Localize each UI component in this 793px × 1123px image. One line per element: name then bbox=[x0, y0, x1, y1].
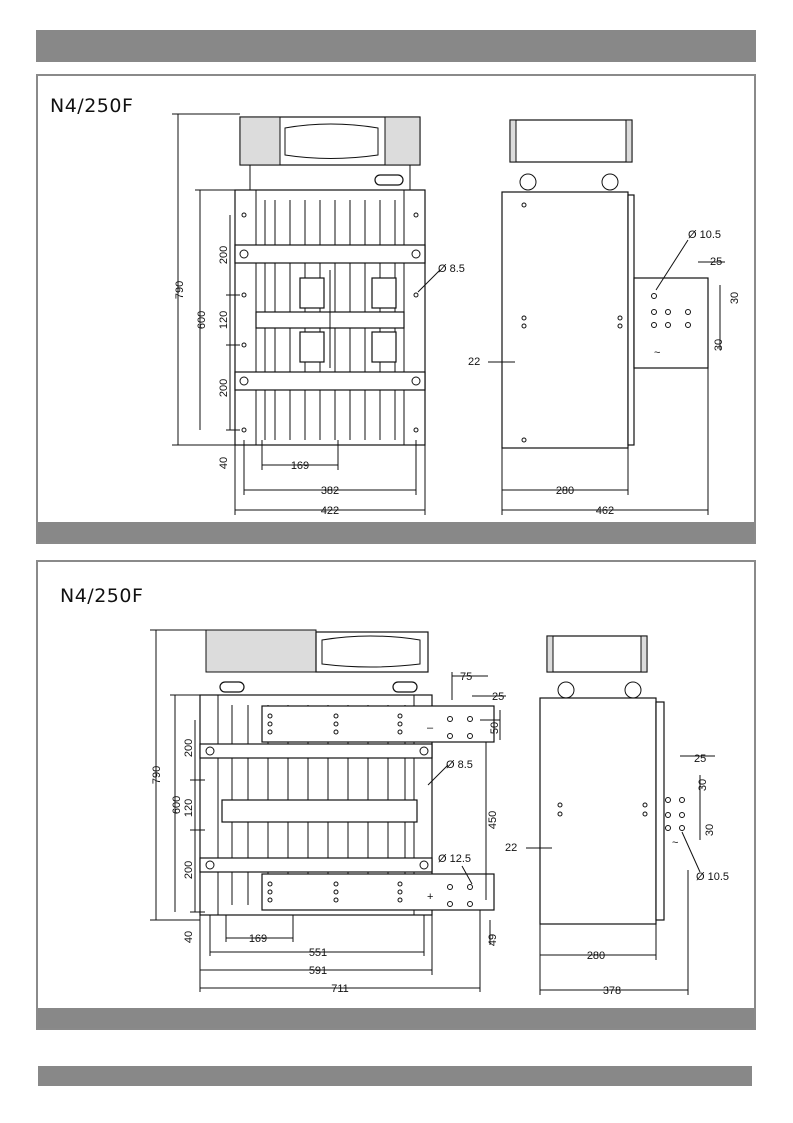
dim-790: 790 bbox=[174, 280, 186, 300]
side-hole-diameter: Ø 10.5 bbox=[688, 229, 722, 241]
side-dim-378: 378 bbox=[602, 985, 622, 997]
side-dim-30-upper: 30 bbox=[729, 291, 741, 305]
side-dim-25: 25 bbox=[710, 256, 723, 268]
side-dim-462: 462 bbox=[595, 505, 615, 517]
side-dim-22: 22 bbox=[505, 842, 518, 854]
side-view bbox=[526, 636, 715, 995]
dim-600: 600 bbox=[196, 310, 208, 330]
dim-200-lower: 200 bbox=[218, 378, 230, 398]
dim-120: 120 bbox=[183, 798, 195, 818]
side-dim-280: 280 bbox=[586, 950, 606, 962]
dim-422: 422 bbox=[320, 505, 340, 517]
dim-382: 382 bbox=[320, 485, 340, 497]
panel-title: N4/250F bbox=[60, 585, 144, 607]
dim-75: 75 bbox=[460, 671, 473, 683]
dim-450: 450 bbox=[487, 810, 499, 830]
dim-169: 169 bbox=[290, 460, 310, 472]
ac-symbol: ~ bbox=[654, 347, 661, 359]
dim-49: 49 bbox=[487, 933, 499, 947]
dim-200-upper: 200 bbox=[183, 738, 195, 758]
dim-169: 169 bbox=[248, 933, 268, 945]
side-dim-30-lower: 30 bbox=[704, 823, 716, 837]
dim-200-upper: 200 bbox=[218, 245, 230, 265]
dim-120: 120 bbox=[218, 310, 230, 330]
dim-25: 25 bbox=[492, 691, 505, 703]
plus-terminal-label: + bbox=[427, 891, 434, 903]
dim-600: 600 bbox=[171, 795, 183, 815]
dim-551: 551 bbox=[308, 947, 328, 959]
hole-diameter-8-5: Ø 8.5 bbox=[446, 759, 473, 771]
dim-200-lower: 200 bbox=[183, 860, 195, 880]
dim-40: 40 bbox=[218, 456, 230, 470]
side-dim-25: 25 bbox=[694, 753, 707, 765]
hole-diameter-label: Ø 8.5 bbox=[438, 263, 465, 275]
side-hole-diameter: Ø 10.5 bbox=[696, 871, 730, 883]
dim-591: 591 bbox=[308, 965, 328, 977]
dim-50: 50 bbox=[489, 721, 501, 735]
side-dim-280: 280 bbox=[555, 485, 575, 497]
dim-790: 790 bbox=[151, 765, 163, 785]
side-dim-30-upper: 30 bbox=[697, 778, 709, 792]
panel-title: N4/250F bbox=[50, 95, 134, 117]
side-dim-30-lower: 30 bbox=[713, 338, 725, 352]
minus-terminal-label: – bbox=[427, 722, 434, 734]
side-dim-22: 22 bbox=[468, 356, 481, 368]
ac-symbol: ~ bbox=[672, 837, 679, 849]
front-view bbox=[150, 630, 506, 992]
footer-band bbox=[38, 1066, 752, 1086]
dim-40: 40 bbox=[183, 930, 195, 944]
hole-diameter-12-5: Ø 12.5 bbox=[438, 853, 472, 865]
dim-711: 711 bbox=[331, 983, 349, 995]
